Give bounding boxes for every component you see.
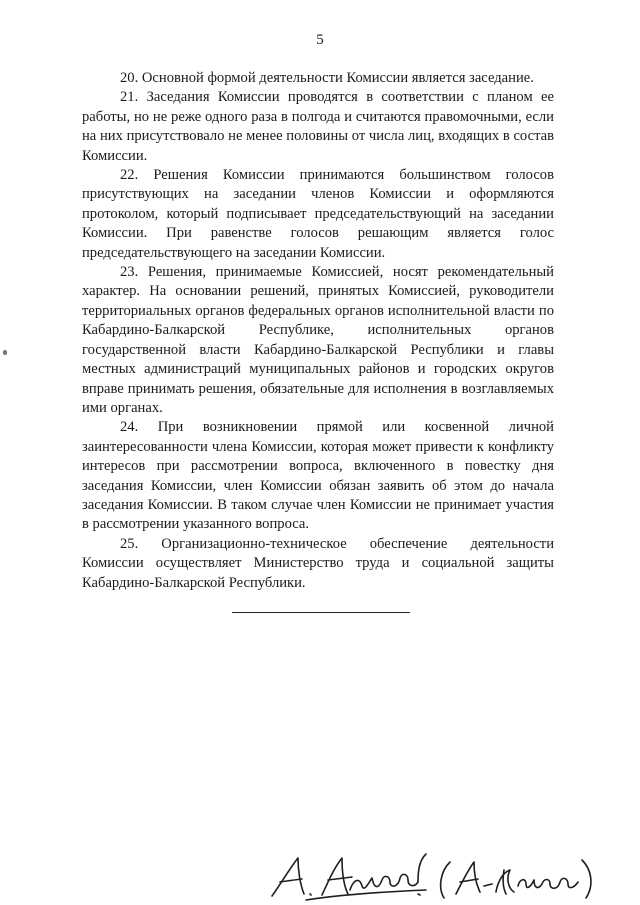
paragraph-21: 21. Заседания Комиссии проводятся в соответствии с планом ее работы, но не реже одного раза в полгода и считаются правомочными, если на них присутствовало не менее половины от числа лиц, входящих в состав Комиссии. <box>82 89 554 164</box>
signature-drawing <box>268 848 598 902</box>
paragraph-25: 25. Организационно-техническое обеспечение деятельности Комиссии осуществляет Министерство труда и социальной защиты Кабардино-Балкарской Республики. <box>82 535 554 591</box>
paragraph-24: 24. При возникновении прямой или косвенной личной заинтересованности члена Комиссии, которая может привести к конфликту интересов при рассмотрении вопроса, включенного в повестку дня заседания Комиссии, член Комиссии обязан заявить об этом до начала заседания Комиссии. В таком случае член Комиссии не принимает участия в рассмотрении указанного вопроса. <box>82 419 554 533</box>
paragraph-23: 23. Решения, принимаемые Комиссией, носят рекомендательный характер. На основании решений, принятых Комиссией, руководители территориальных органов федеральных органов исполнительной власти по Кабардино-Балкарской Республике, исполнительных органов государственной власти Кабардино-Балкарской Республики и главы местных администраций муниципальных районов и городских округов вправе принимать решения, обязательные для исполнения в возглавляемых ими органах. <box>82 264 554 416</box>
page-number: 5 <box>316 32 324 48</box>
scan-mark <box>3 350 7 355</box>
closing-divider <box>232 612 410 613</box>
paragraph-22: 22. Решения Комиссии принимаются большинством голосов присутствующих на заседании членов Комиссии и оформляются протоколом, который подписывает председательствующий на заседании Комиссии. При равенстве голосов решающим является голос председательствующего на заседании Комиссии. <box>82 167 554 261</box>
handwritten-signature <box>268 848 598 902</box>
paragraph-20: 20. Основной формой деятельности Комиссии является заседание. <box>120 70 534 86</box>
document-body <box>82 69 554 593</box>
